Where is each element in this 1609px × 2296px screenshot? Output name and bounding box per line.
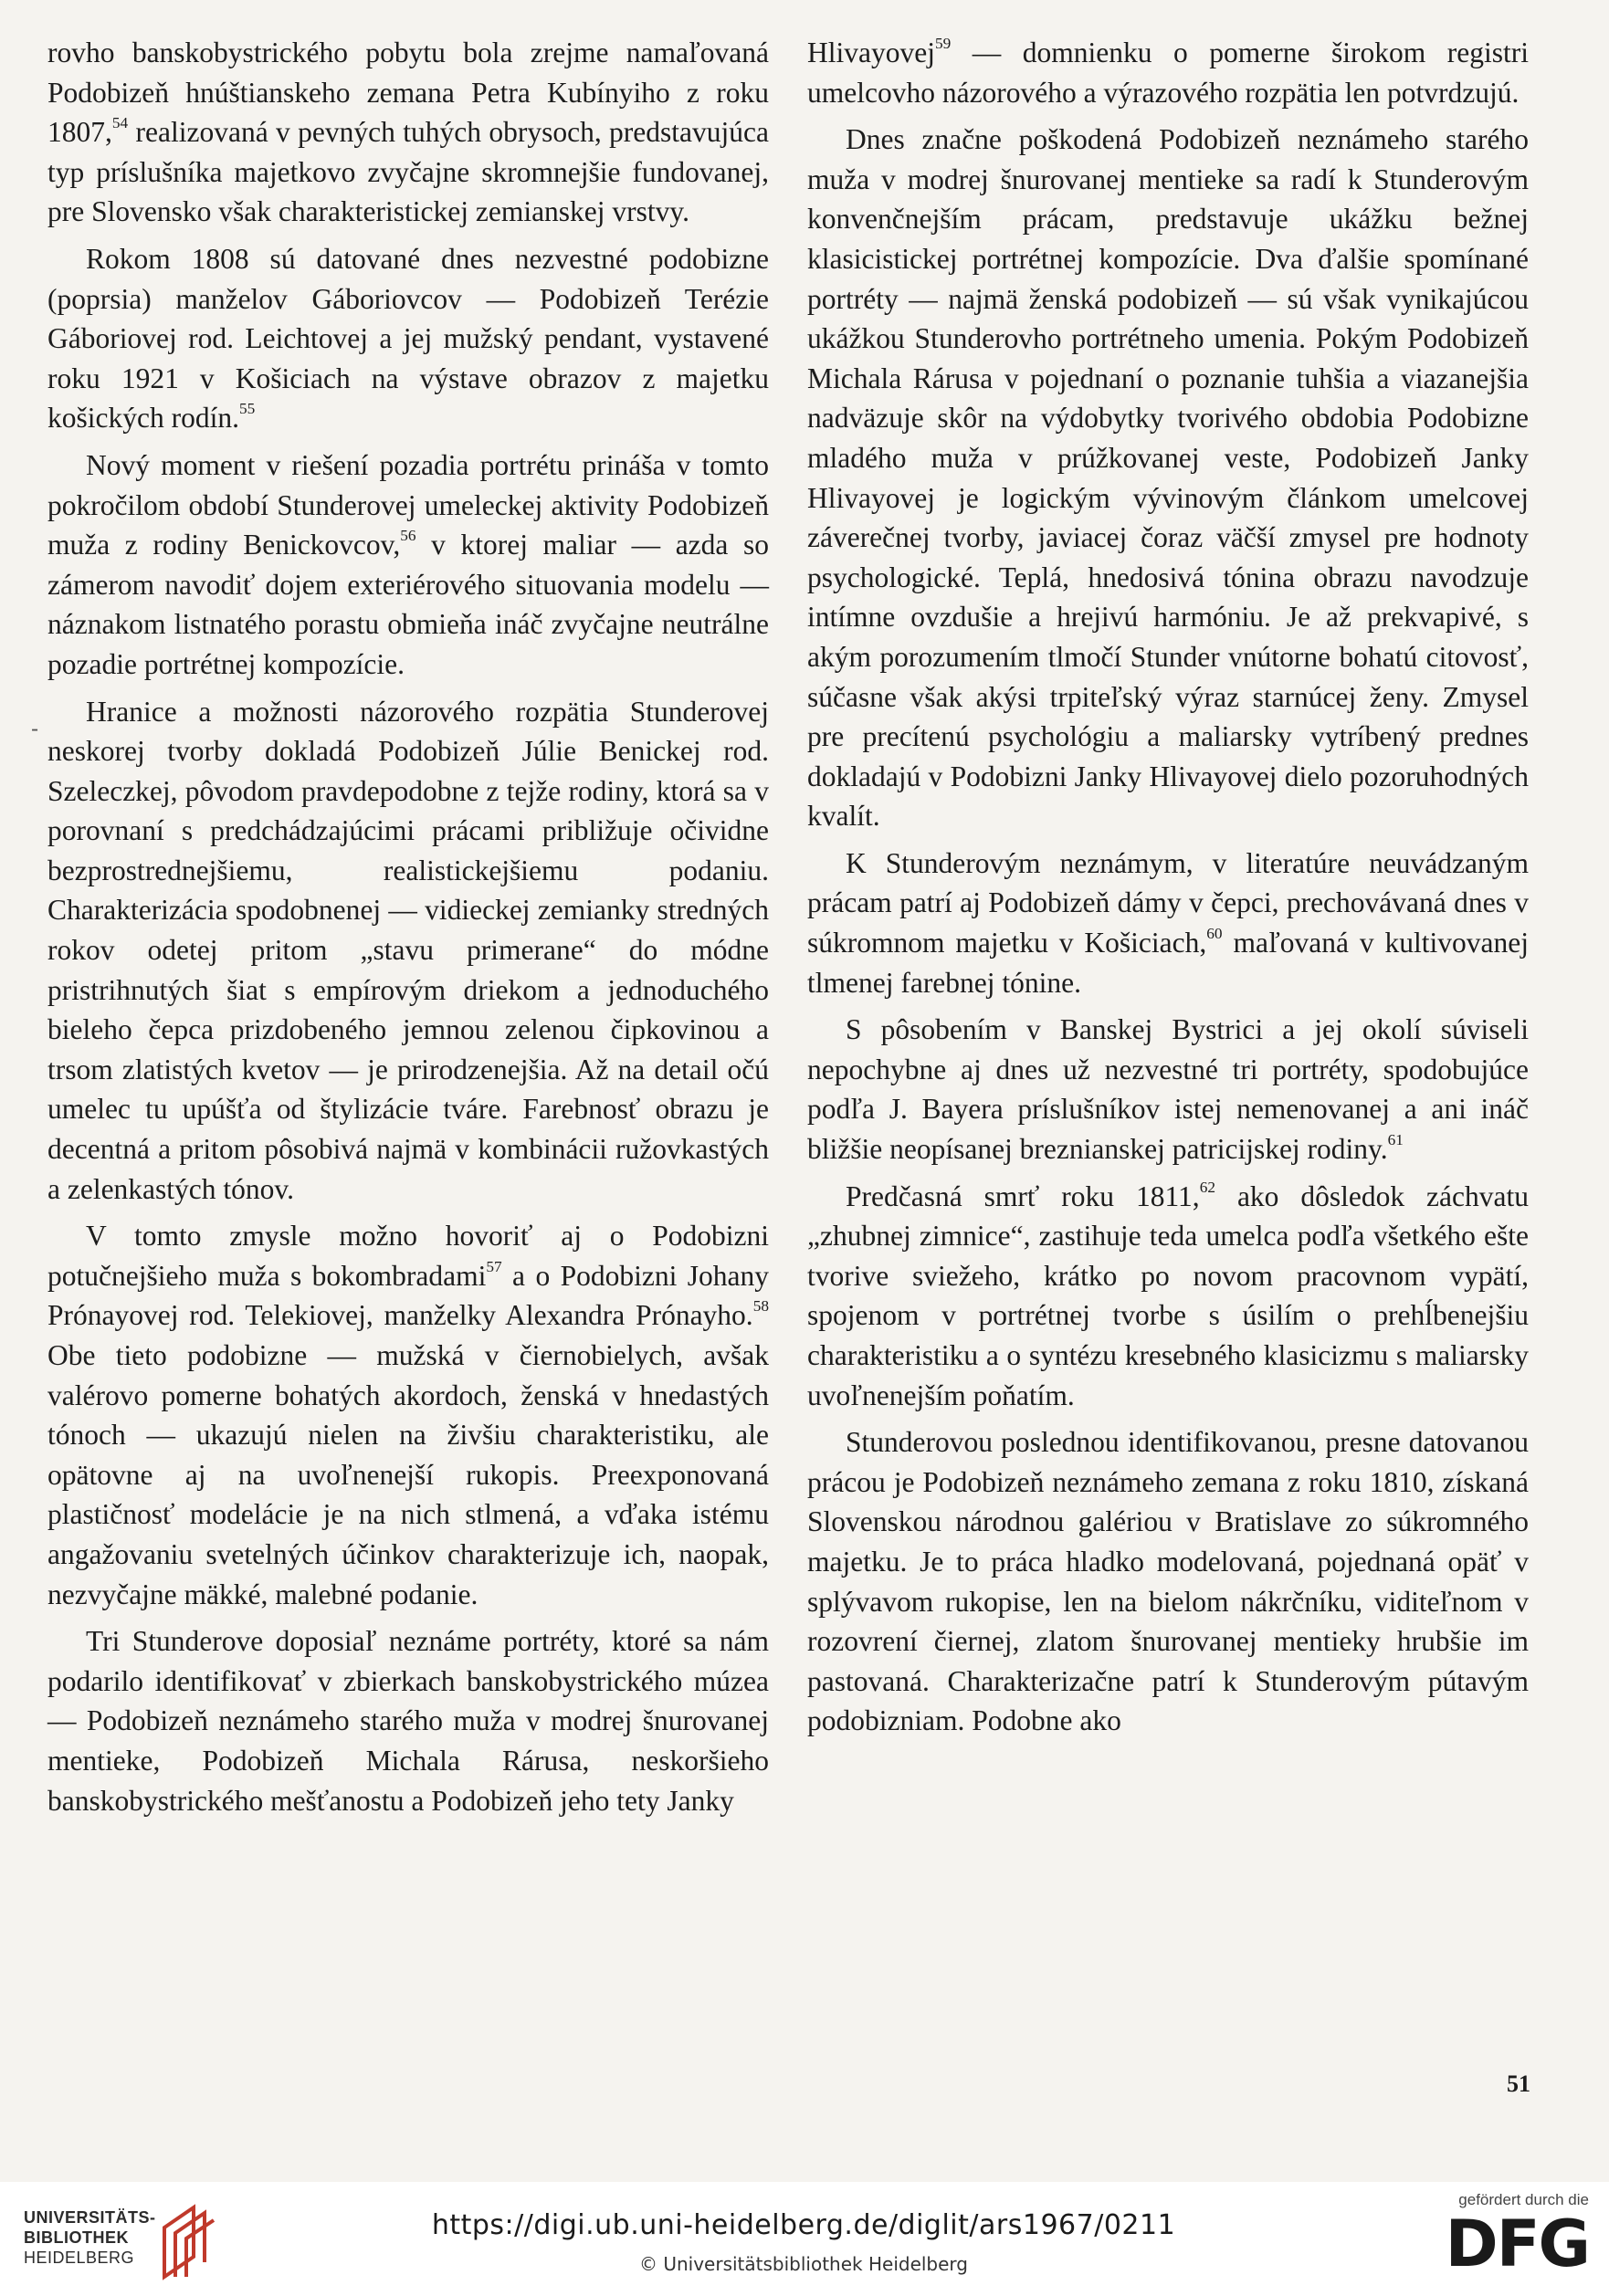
paragraph [807, 1177, 1529, 1416]
paragraph [807, 120, 1529, 836]
paragraph-text: Obe tieto podobizne — mužská v čiernobielych, avšak valérovo pomerne bohatých akordoch, ženská v hnedastých tónoch — ukazujú nielen na živšiu charakteristiku, ale opätovne aj na uvoľnenejší rukopis. Preexponovaná plastičnosť modelácie je na nich stlmená, a vďaka istému angažovaniu svetelných účinkov charakterizuje ich, naopak, nezvyčajne mäkké, malebné podanie. [47, 1339, 769, 1610]
margin-mark: - [31, 716, 39, 741]
paragraph-text: Nový moment v riešení pozadia portrétu prináša v tomto pokročilom období Stunderovej umeleckej aktivity Podobizeň muža z rodiny Benickovcov, [47, 448, 769, 561]
paragraph [47, 692, 769, 1210]
footnote-reference: 61 [1387, 1131, 1404, 1149]
paragraph [47, 1216, 769, 1614]
left-text-column [47, 33, 769, 1828]
footnote-reference: 57 [486, 1257, 502, 1275]
footnote-reference: 54 [111, 114, 129, 132]
library-logo-text[interactable] [24, 2207, 156, 2268]
paragraph [47, 239, 769, 438]
paragraph [807, 1010, 1529, 1169]
footnote-reference: 55 [238, 400, 256, 418]
paragraph-text: S pôsobením v Banskej Bystrici a jej okolí súviseli nepochybne aj dnes už nezvestné tri portréty, spodobujúce podľa J. Bayera príslušníkov istej nemenovanej a ani ináč bližšie neopísanej breznianskej patricijskej rodiny. [807, 1013, 1529, 1166]
footnote-reference: 56 [400, 527, 416, 545]
paragraph-text: Stunderovou poslednou identifikovanou, presne datovanou prácou je Podobizeň neznámeho zemana z roku 1810, získaná Slovenskou národnou galériou v Bratislave zo súkromného majetku. Je to práca hladko modelovaná, pojednaná opäť v splývavom rukopise, len na bielom nákrčníku, viditeľnom v rozovrení čiernej, zlatom šnurovanej mentieky hrubšie im pastovaná. Charakterizačne patrí k Stunderovým pútavým podobizniam. Podobne ako [807, 1426, 1529, 1737]
paragraph-text: Tri Stunderove doposiaľ neznáme portréty, ktoré sa nám podarilo identifikovať v zbierkach banskobystrického múzea — Podobizeň neznámeho starého muža v modrej šnurovanej mentieke, Podobizeň Michala Rárusa, neskoršieho banskobystrického mešťanostu a Podobizeň jeho tety Janky [47, 1625, 769, 1817]
footnote-reference: 59 [934, 35, 952, 53]
permalink-url[interactable]: https://digi.ub.uni-heidelberg.de/diglit/ars1967/0211 [431, 2209, 1176, 2241]
paragraph-text: a o Podobizni Johany Prónayovej rod. Telekiovej, manželky Alexandra Prónayho. [47, 1259, 769, 1332]
library-name-line3: HEIDELBERG [24, 2249, 135, 2267]
paragraph-text: realizovaná v pevných tuhých obrysoch, predstavujúca typ príslušníka majetkovo zvyčajne skromnejšie fundovanej, pre Slovensko však charakteristickej zemianskej vrstvy. [47, 116, 769, 228]
footnote-reference: 58 [752, 1297, 769, 1316]
paragraph [807, 844, 1529, 1002]
paragraph-text: maľovaná v kultivovanej tlmenej farebnej tónine. [807, 927, 1529, 999]
page-number: 51 [1507, 2071, 1530, 2097]
funding-caption: gefördert durch die [1458, 2191, 1589, 2208]
paragraph-text: — domnienku o pomerne širokom registri umelcovho názorového a výrazového rozpätia len potvrdzujú. [807, 37, 1529, 109]
paragraph [47, 446, 769, 685]
dfg-logo[interactable]: DFG [1445, 2207, 1589, 2281]
paragraph-text: Hranice a možnosti názorového rozpätia Stunderovej neskorej tvorby dokladá Podobizeň Júlie Benickej rod. Szeleczkej, pôvodom pravdepodobne z tejže rodiny, ktorá sa v porovnaní s predchádzajúcimi prácami približuje očividne bezprostrednejšiemu, realistickejšiemu podaniu. Charakterizácia spodobnenej — vidieckej zemianky stredných rokov odetej pritom „stavu primerane“ do módne pristrihnutých šiat s empírovým driekom a jednoduchého bieleho čepca prizdobeného jemnou zelenou čipkovinou a trsom zlatistých kvetov — je prirodzenejšia. Až na detail očú umelec tu upúšťa od štylizácie tváre. Farebnosť obrazu je decentná a pritom pôsobivá najmä v kombinácii ružovkastých a zelenkastých tónov. [47, 695, 769, 1205]
copyright-notice: © Universitätsbibliothek Heidelberg [638, 2253, 968, 2275]
paragraph-text: Rokom 1808 sú datované dnes nezvestné podobizne (poprsia) manželov Gáboriovcov — Podobizeň Terézie Gáboriovej rod. Leichtovej a jej mužský pendant, vystavené roku 1921 v Košiciach na výstave obrazov z majetku košických rodín. [47, 242, 769, 435]
paragraph-text: Dnes značne poškodená Podobizeň neznámeho starého muža v modrej šnurovanej mentieke sa radí k Stunderovým konvenčnejším prácam, predstavuje ukážku bežnej klasicistickej portrétnej kompozície. Dva ďalšie spomínané portréty — najmä ženská podobizeň — sú však vynikajúcou ukážkou Stunderovho portrétneho umenia. Pokým Podobizeň Michala Rárusa v pojednaní o poznanie tuhšia a viazanejšia nadväzuje skôr na výdobytky tvorivého obdobia Podobizne mladého muža v prúžkovanej veste, Podobizeň Janky Hlivayovej je logickým vývinovým článkom umelcovej záverečnej tvorby, javiacej čoraz väčší zmysel pre hodnoty psychologické. Teplá, hnedosivá tónina obrazu navodzuje intímne ovzdušie a hrejivú harmóniu. Je až prekvapivé, s akým porozumením tlmočí Stunder vnútorne bohatú citovosť, súčasne však akýsi trpiteľský výraz starnúcej ženy. Zmysel pre precítenú psychológiu a maliarsky vytríbený prednes dokladajú v Podobizni Janky Hlivayovej dielo pozoruhodných kvalít. [807, 123, 1529, 833]
paragraph-text: V tomto zmysle možno hovoriť aj o Podobizni potučnejšieho muža s bokombradami [47, 1220, 769, 1292]
paragraph [807, 1422, 1529, 1741]
paragraph-text: Predčasná smrť roku 1811, [846, 1179, 1200, 1212]
paragraph-text: v ktorej maliar — azda so zámerom navodiť dojem exteriérového situovania modelu — náznakom listnatého porastu obmieňa ináč zvyčajne neutrálne pozadie portrétnej kompozície. [47, 529, 769, 680]
paragraph [807, 33, 1529, 112]
paragraph [47, 1621, 769, 1820]
library-name-line1: UNIVERSITÄTS- [24, 2208, 156, 2227]
footnote-reference: 62 [1199, 1178, 1215, 1196]
paragraph-text: ako dôsledok záchvatu „zhubnej zimnice“, zastihuje teda umelca podľa všetkého ešte tvorive sviežeho, krátko po novom pracovnom vypätí, spojenom v portrétnej tvorbe s úsilím o prehĺbenejšiu charakteristiku a o syntézu kresebného klasicizmu s maliarsky uvoľnenejším poňatím. [807, 1179, 1529, 1411]
paragraph-text: rovho banskobystrického pobytu bola zrejme namaľovaná Podobizeň hnúštianskeho zemana Petra Kubínyiho z roku 1807, [47, 37, 769, 149]
paragraph-text: Hlivayovej [807, 37, 935, 68]
library-emblem-icon [157, 2200, 217, 2280]
right-text-column [807, 33, 1529, 1748]
paragraph-text: K Stunderovým neznámym, v literatúre neuvádzaným prácam patrí aj Podobizeň dámy v čepci, prechovávaná dnes v súkromnom majetku v Košiciach, [807, 846, 1529, 959]
paragraph [47, 33, 769, 232]
footnote-reference: 60 [1206, 925, 1223, 943]
library-name-line2: BIBLIOTHEK [24, 2228, 129, 2247]
